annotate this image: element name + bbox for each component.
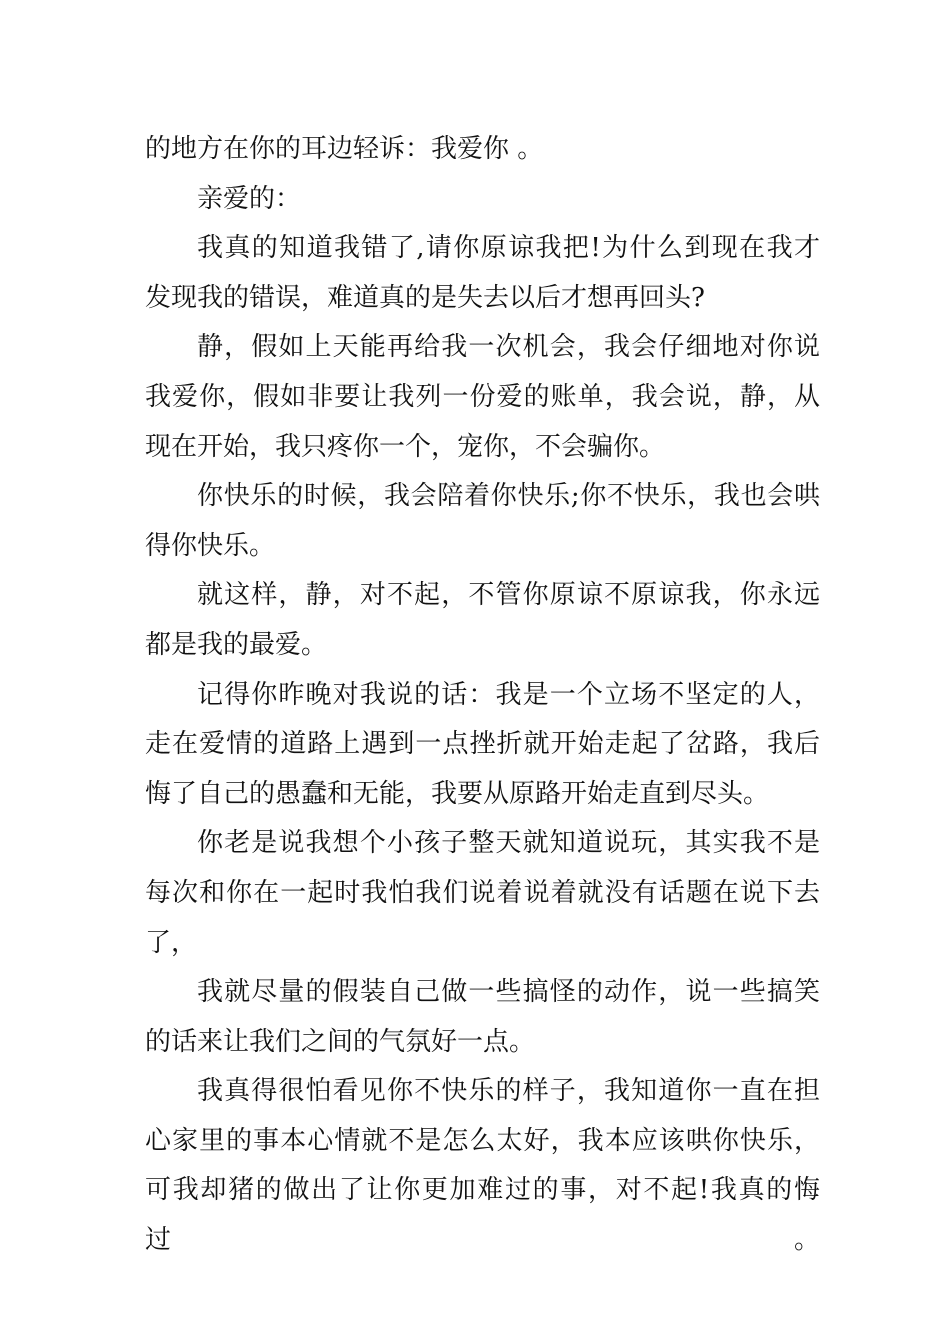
text-line: 心家里的事本心情就不是怎么太好，我本应该哄你快乐，	[145, 1125, 820, 1156]
text-line: 了，	[145, 927, 198, 958]
text-line: 得你快乐。	[145, 530, 276, 561]
text-line: 每次和你在一起时我怕我们说着说着就没有话题在说下去	[145, 877, 820, 908]
salutation: 亲爱的：	[197, 183, 302, 214]
paragraph-9	[145, 968, 820, 1067]
paragraph-10	[145, 1067, 820, 1265]
text-line: 我就尽量的假装自己做一些搞怪的动作，说一些搞笑	[197, 977, 820, 1008]
text-line: 你老是说我想个小孩子整天就知道说玩，其实我不是	[197, 828, 820, 859]
text-line: 可我却猪的做出了让你更加难过的事，对不起!我真的悔过。	[145, 1175, 820, 1256]
text-line: 发现我的错误，难道真的是失去以后才想再回头?	[145, 282, 705, 313]
text-line: 记得你昨晚对我说的话：我是一个立场不坚定的人，	[197, 679, 820, 710]
text-line: 的话来让我们之间的气氛好一点。	[145, 1026, 536, 1057]
paragraph-4	[145, 323, 820, 472]
text-line: 我真的知道我错了,请你原谅我把!为什么到现在我才	[197, 233, 820, 264]
paragraph-6	[145, 571, 820, 670]
text-line: 悔了自己的愚蠢和无能，我要从原路开始走直到尽头。	[145, 778, 770, 809]
document-body	[145, 125, 820, 1266]
paragraph-3	[145, 224, 820, 323]
paragraph-5	[145, 472, 820, 571]
text-line: 你快乐的时候，我会陪着你快乐;你不快乐，我也会哄	[197, 481, 820, 512]
paragraph-2-salutation	[145, 175, 820, 225]
paragraph-8	[145, 819, 820, 968]
paragraph-1	[145, 125, 820, 175]
text-line: 就这样，静，对不起，不管你原谅不原谅我，你永远	[197, 580, 820, 611]
text-line: 的地方在你的耳边轻诉：我爱你 。	[145, 134, 544, 164]
text-line: 都是我的最爱。	[145, 629, 328, 660]
text-line: 现在开始，我只疼你一个，宠你，不会骗你。	[145, 431, 666, 462]
text-line: 我真得很怕看见你不快乐的样子，我知道你一直在担	[197, 1076, 820, 1107]
text-line: 走在爱情的道路上遇到一点挫折就开始走起了岔路，我后	[145, 729, 820, 760]
text-line: 我爱你，假如非要让我列一份爱的账单，我会说，静，从	[145, 381, 820, 412]
text-line: 静，假如上天能再给我一次机会，我会仔细地对你说	[197, 332, 820, 363]
paragraph-7	[145, 671, 820, 820]
